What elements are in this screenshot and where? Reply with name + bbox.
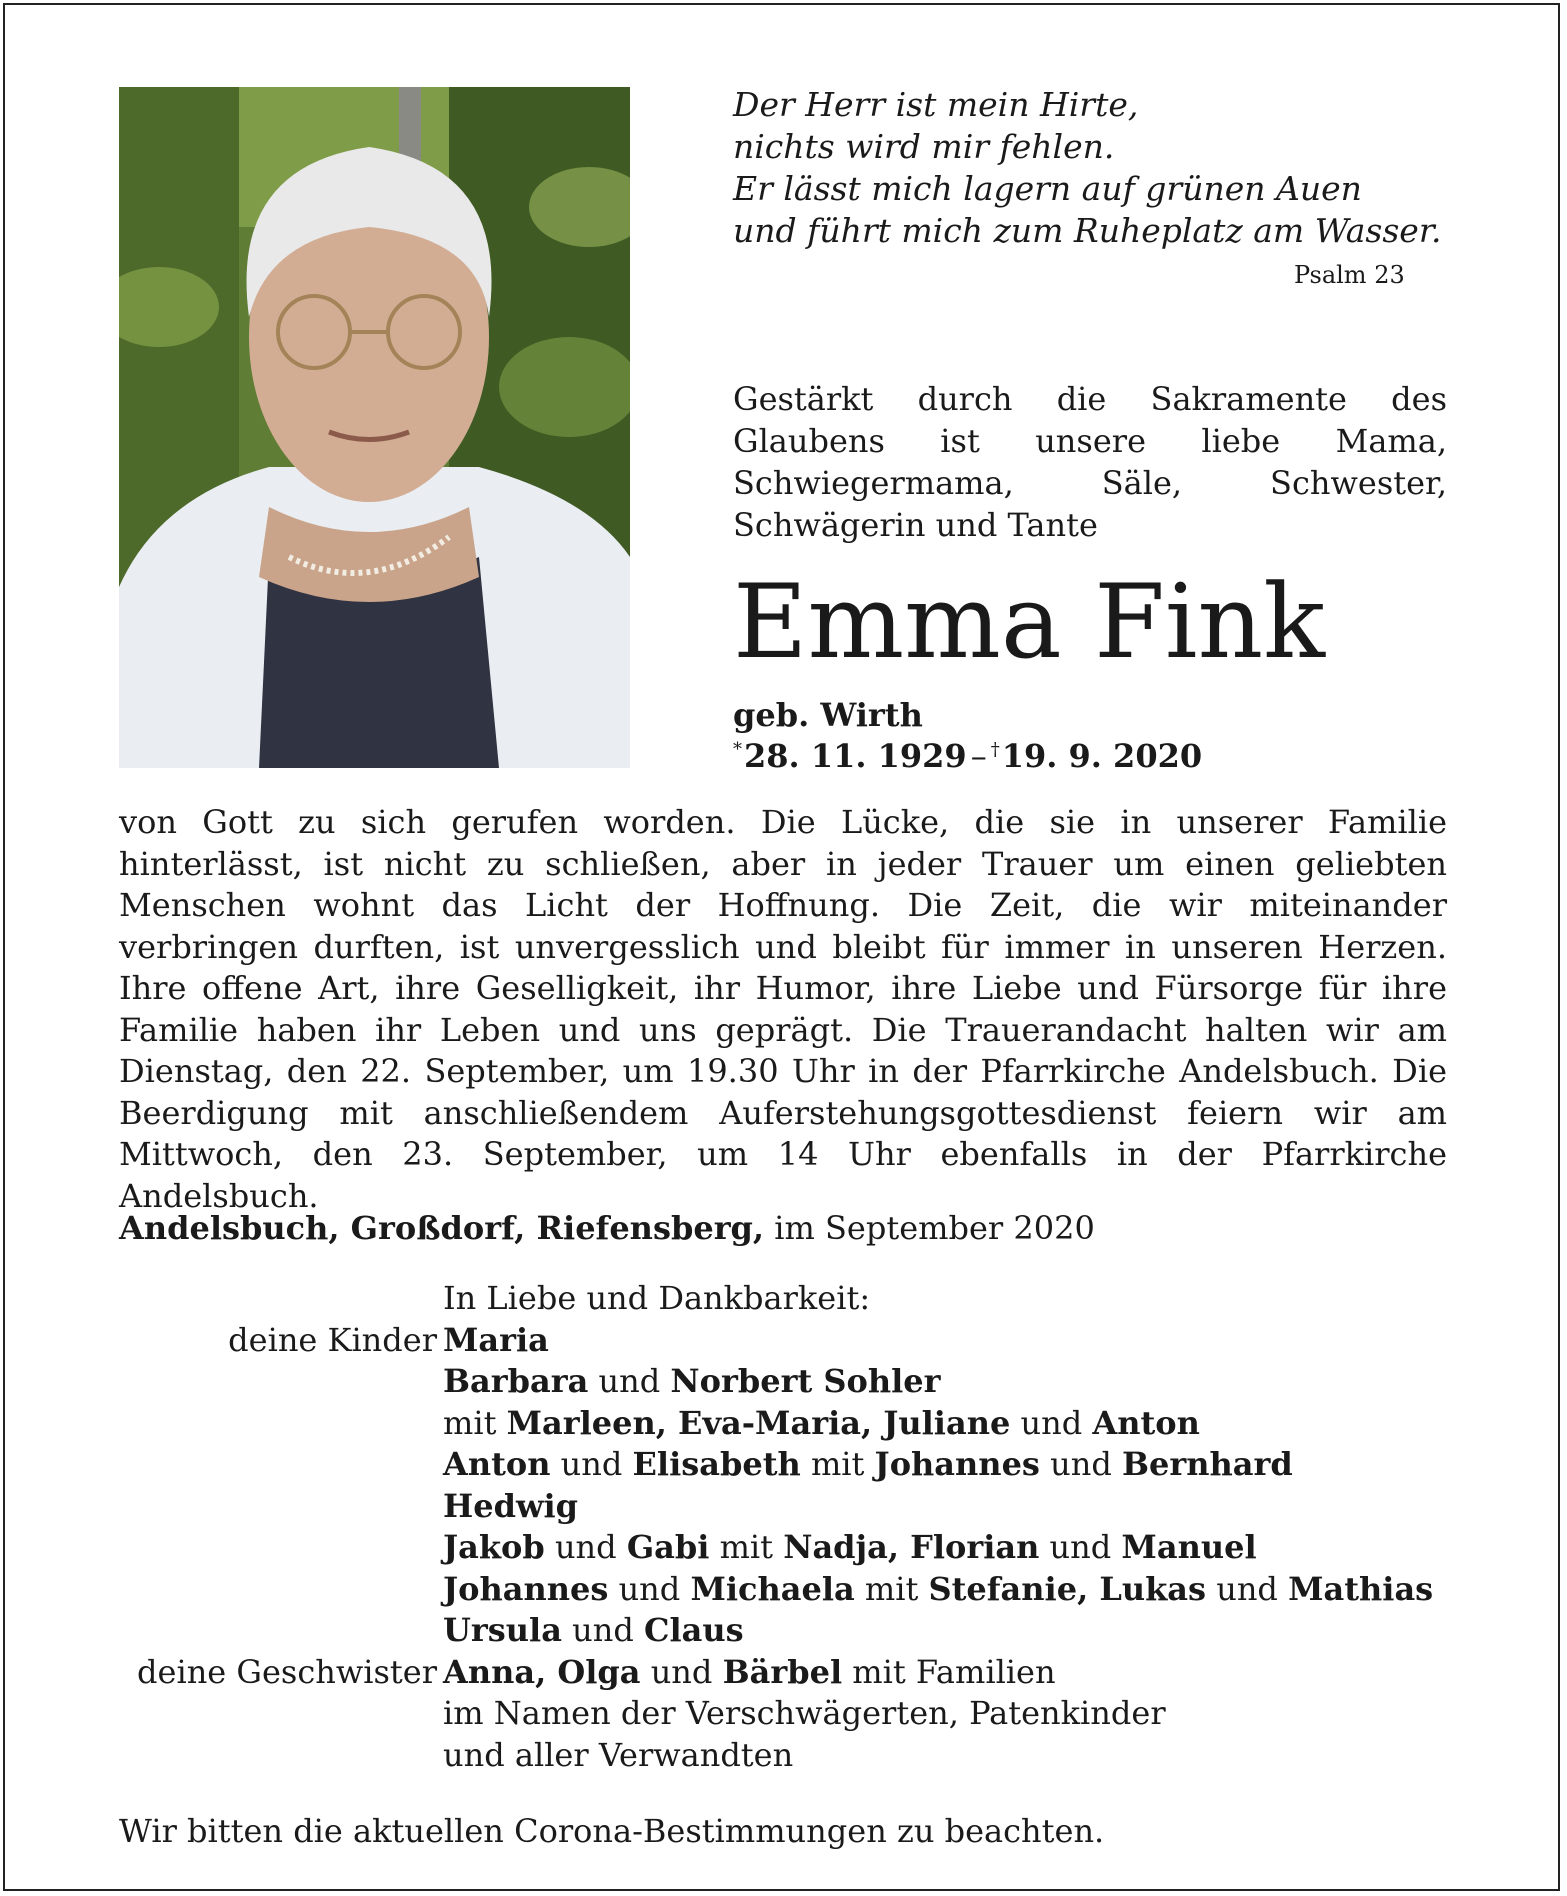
- person-name: Johannes: [443, 1569, 609, 1608]
- children-row: [0, 1403, 1567, 1445]
- children-row: [0, 1527, 1567, 1569]
- deceased-name: Emma Fink: [733, 563, 1326, 682]
- connector-text: und: [1206, 1569, 1289, 1608]
- portrait-photo: [119, 87, 630, 768]
- person-name: Barbara: [443, 1362, 589, 1400]
- person-name: Claus: [643, 1611, 744, 1649]
- connector-text: und aller Verwandten: [443, 1735, 794, 1774]
- person-name: Ursula: [443, 1611, 562, 1649]
- siblings-names: [443, 1693, 1567, 1735]
- siblings-names: [443, 1652, 1567, 1694]
- children-names: [443, 1610, 1567, 1652]
- children-group: [0, 1320, 1567, 1652]
- person-name: Gabi: [626, 1528, 710, 1566]
- person-name: Anton: [443, 1445, 551, 1483]
- connector-text: mit: [709, 1528, 784, 1566]
- born-symbol: *: [733, 739, 742, 761]
- children-names: [443, 1527, 1567, 1569]
- place-and-date: [119, 1209, 1095, 1247]
- person-name: Anton: [1092, 1403, 1200, 1442]
- connector-text: mit: [854, 1569, 929, 1608]
- person-name: Jakob: [443, 1528, 545, 1566]
- psalm-verse: Der Herr ist mein Hirte, nichts wird mir fehlen. Er lässt mich lagern auf grünen Auen und führt mich zum Ruheplatz am Wasser.: [733, 85, 1442, 250]
- children-row: [0, 1444, 1567, 1486]
- died-symbol: †: [990, 739, 1000, 761]
- children-row: [0, 1320, 1567, 1362]
- person-name: Marleen, Eva-Maria, Juliane: [506, 1403, 1011, 1442]
- children-row: [0, 1361, 1567, 1403]
- children-names: [443, 1403, 1567, 1445]
- siblings-row: [0, 1652, 1567, 1694]
- connector-text: und: [1010, 1403, 1093, 1442]
- children-row: [0, 1569, 1567, 1611]
- connector-text: und: [550, 1445, 633, 1483]
- person-name: Michaela: [690, 1569, 855, 1608]
- children-row: [0, 1486, 1567, 1528]
- place-towns: Andelsbuch, Großdorf, Riefensberg,: [119, 1209, 765, 1247]
- connector-text: und: [608, 1569, 691, 1608]
- person-name: Johannes: [874, 1445, 1040, 1483]
- obituary-body: von Gott zu sich gerufen worden. Die Lücke, die sie in unserer Familie hinterlässt, ist nicht zu schließen, aber in jeder Trauer um einen geliebten Menschen wohnt das Licht der Hoffnung. Die Zeit, die wir miteinander verbringen durften, ist unvergesslich und bleibt für immer in unseren Herzen. Ihre offene Art, ihre Geselligkeit, ihr Humor, ihre Liebe und Fürsorge für ihre Familie haben ihr Leben und uns geprägt. Die Trauerandacht halten wir am Dienstag, den 22. September, um 19.30 Uhr in der Pfarrkirche Andelsbuch. Die Beerdigung mit anschließendem Auferstehungsgottesdienst feiern wir am Mittwoch, den 23. September, um 14 Uhr ebenfalls in der Pfarrkirche Andelsbuch.: [119, 803, 1447, 1215]
- connector-text: und: [588, 1362, 671, 1400]
- connector-text: und: [1039, 1528, 1122, 1566]
- corona-notice: Wir bitten die aktuellen Corona-Bestimmungen zu beachten.: [119, 1812, 1105, 1850]
- connector-text: und: [640, 1652, 723, 1691]
- maiden-name: geb. Wirth: [733, 696, 923, 734]
- connector-text: im Namen der Verschwägerten, Patenkinder: [443, 1694, 1166, 1732]
- siblings-row: [0, 1735, 1567, 1777]
- children-label: deine Kinder: [228, 1320, 437, 1359]
- person-name: Elisabeth: [632, 1445, 801, 1483]
- death-date: 19. 9. 2020: [1001, 737, 1203, 775]
- date-dash: –: [970, 737, 987, 775]
- mourners-heading-row: [0, 1278, 1567, 1320]
- person-name: Mathias: [1288, 1569, 1434, 1608]
- person-name: Bernhard: [1121, 1445, 1293, 1483]
- psalm-source: Psalm 23: [1294, 261, 1405, 289]
- siblings-group: [0, 1652, 1567, 1777]
- children-names: [443, 1569, 1567, 1611]
- siblings-row: [0, 1693, 1567, 1735]
- connector-text: mit: [443, 1403, 507, 1442]
- person-name: Hedwig: [443, 1486, 579, 1525]
- connector-text: mit Familien: [842, 1652, 1056, 1691]
- children-names: [443, 1320, 1567, 1362]
- mourners-heading: In Liebe und Dankbarkeit:: [443, 1279, 871, 1317]
- children-names: [443, 1361, 1567, 1403]
- person-name: Bärbel: [722, 1652, 843, 1691]
- person-name: Manuel: [1121, 1528, 1257, 1566]
- life-dates: [733, 737, 1202, 775]
- connector-text: und: [1039, 1445, 1122, 1483]
- connector-text: mit: [800, 1445, 875, 1483]
- connector-text: und: [544, 1528, 627, 1566]
- siblings-names: [443, 1735, 1567, 1777]
- children-row: [0, 1610, 1567, 1652]
- children-names: [443, 1486, 1567, 1528]
- children-names: [443, 1444, 1567, 1486]
- person-name: Norbert Sohler: [670, 1362, 941, 1400]
- connector-text: und: [561, 1611, 644, 1649]
- person-name: Maria: [443, 1320, 549, 1359]
- person-name: Stefanie, Lukas: [928, 1569, 1207, 1608]
- place-date: im September 2020: [774, 1209, 1095, 1247]
- siblings-label: deine Geschwister: [137, 1652, 437, 1691]
- mourners-list: [0, 1278, 1567, 1776]
- person-name: Anna, Olga: [443, 1652, 641, 1691]
- person-name: Nadja, Florian: [783, 1528, 1040, 1566]
- intro-text: Gestärkt durch die Sakramente des Glaubens ist unsere liebe Mama, Schwiegermama, Säle, Schwester, Schwägerin und Tante: [733, 380, 1447, 544]
- birth-date: 28. 11. 1929: [744, 737, 967, 775]
